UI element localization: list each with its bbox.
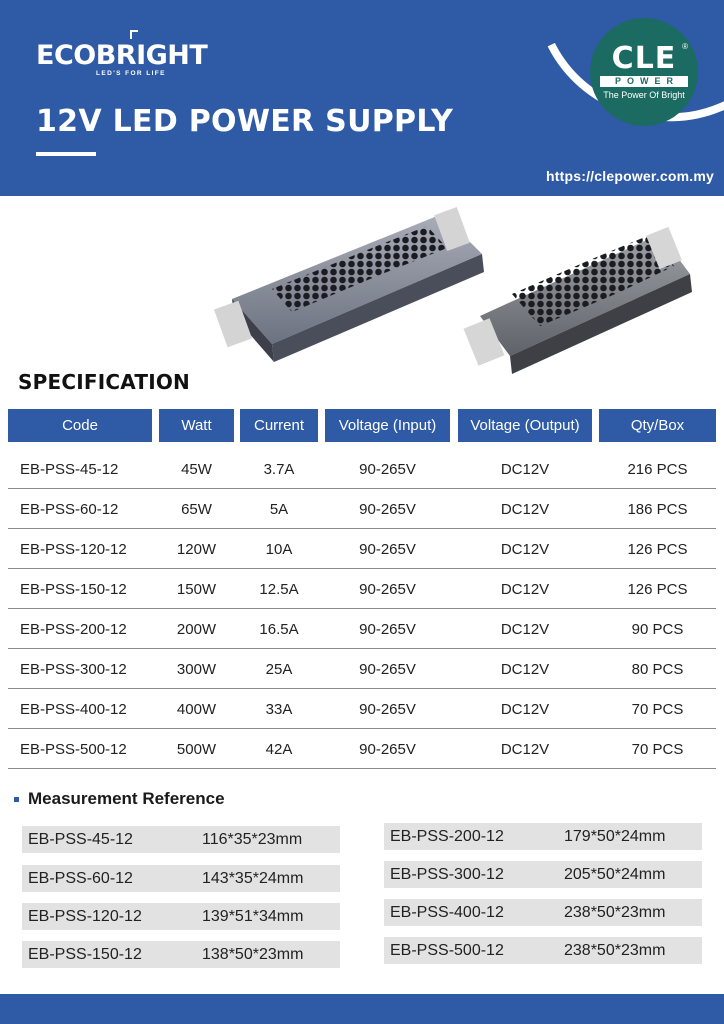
bullet-icon — [14, 797, 19, 802]
cell-code: EB-PSS-60-12 — [20, 500, 119, 518]
cell-voltage-input: 90-265V — [359, 700, 416, 718]
table-row — [8, 529, 716, 569]
cell-qty-box: 126 PCS — [627, 540, 688, 558]
table-header-row — [8, 409, 716, 442]
cell-voltage-input: 90-265V — [359, 580, 416, 598]
cle-power-logo — [590, 18, 698, 126]
cell-code: EB-PSS-200-12 — [20, 620, 127, 638]
table-row — [8, 649, 716, 689]
cell-code: EB-PSS-120-12 — [20, 540, 127, 558]
cell-current: 33A — [265, 700, 293, 718]
cell-watt: 150W — [176, 580, 217, 598]
cell-current: 10A — [265, 540, 293, 558]
header-watt: Watt — [159, 409, 234, 442]
cell-voltage-input: 90-265V — [359, 460, 416, 478]
measurement-row — [384, 861, 702, 888]
power-supply-right — [464, 227, 692, 374]
cell-watt: 300W — [176, 660, 217, 678]
cell-voltage-output: DC12V — [500, 700, 550, 718]
cell-qty-box: 70 PCS — [631, 700, 684, 718]
measurement-row — [22, 903, 340, 930]
table-row — [8, 729, 716, 769]
cell-qty-box: 126 PCS — [627, 580, 688, 598]
measurement-code: EB-PSS-60-12 — [28, 869, 133, 887]
cell-current: 16.5A — [259, 620, 299, 638]
brand-logo — [36, 40, 207, 77]
cell-voltage-output: DC12V — [500, 620, 550, 638]
title-underline — [36, 152, 96, 156]
header-voltage-input: Voltage (Input) — [325, 409, 450, 442]
cell-qty-box: 216 PCS — [627, 460, 688, 478]
cell-watt: 200W — [176, 620, 217, 638]
cell-voltage-output: DC12V — [500, 540, 550, 558]
cell-watt: 400W — [176, 700, 217, 718]
cell-qty-box: 70 PCS — [631, 740, 684, 758]
measurement-size: 116*35*23mm — [202, 830, 303, 848]
cell-voltage-input: 90-265V — [359, 500, 416, 518]
brand-tagline: LED'S FOR LIFE — [96, 70, 166, 77]
product-photo — [212, 204, 704, 374]
lamp-icon — [130, 30, 138, 39]
specification-table — [8, 409, 716, 769]
measurement-size: 205*50*24mm — [564, 865, 666, 883]
website-url[interactable]: https://clepower.com.my — [546, 168, 714, 184]
cell-voltage-output: DC12V — [500, 580, 550, 598]
table-row — [8, 689, 716, 729]
cell-current: 12.5A — [259, 580, 299, 598]
cell-code: EB-PSS-400-12 — [20, 700, 127, 718]
cell-qty-box: 186 PCS — [627, 500, 688, 518]
measurement-size: 238*50*23mm — [564, 903, 666, 921]
measurement-row — [22, 941, 340, 968]
cell-current: 5A — [269, 500, 289, 518]
brand-name: ECOBRIGHT — [36, 40, 207, 71]
header-banner — [0, 0, 724, 196]
measurement-code: EB-PSS-120-12 — [28, 907, 142, 925]
cell-voltage-output: DC12V — [500, 500, 550, 518]
measurement-row — [384, 899, 702, 926]
registered-mark: ® — [682, 42, 688, 51]
header-code: Code — [8, 409, 152, 442]
logo-slogan: The Power Of Bright — [603, 90, 685, 100]
cell-watt: 65W — [181, 500, 212, 518]
cell-code: EB-PSS-300-12 — [20, 660, 127, 678]
cell-qty-box: 80 PCS — [631, 660, 684, 678]
logo-mark: CLE — [611, 41, 677, 76]
page-title: 12V LED POWER SUPPLY — [36, 104, 454, 139]
cell-voltage-input: 90-265V — [359, 740, 416, 758]
measurement-code: EB-PSS-500-12 — [390, 941, 504, 959]
measurement-code: EB-PSS-300-12 — [390, 865, 504, 883]
cell-voltage-input: 90-265V — [359, 660, 416, 678]
cell-code: EB-PSS-45-12 — [20, 460, 119, 478]
measurement-row — [384, 937, 702, 964]
measurement-size: 143*35*24mm — [202, 869, 304, 887]
measurement-code: EB-PSS-150-12 — [28, 945, 142, 963]
measurement-row — [384, 823, 702, 850]
cell-current: 3.7A — [263, 460, 295, 478]
measurement-size: 238*50*23mm — [564, 941, 666, 959]
cell-code: EB-PSS-500-12 — [20, 740, 127, 758]
specification-heading: SPECIFICATION — [18, 370, 190, 394]
table-row — [8, 489, 716, 529]
cell-qty-box: 90 PCS — [631, 620, 684, 638]
measurement-size: 138*50*23mm — [202, 945, 304, 963]
cell-watt: 500W — [176, 740, 217, 758]
header-qty-box: Qty/Box — [599, 409, 716, 442]
cell-current: 42A — [265, 740, 293, 758]
cell-watt: 45W — [181, 460, 212, 478]
cell-voltage-output: DC12V — [500, 460, 550, 478]
measurement-code: EB-PSS-400-12 — [390, 903, 504, 921]
cell-voltage-output: DC12V — [500, 660, 550, 678]
measurement-code: EB-PSS-45-12 — [28, 830, 133, 848]
power-supply-left — [214, 207, 484, 362]
measurement-size: 139*51*34mm — [202, 907, 304, 925]
measurement-size: 179*50*24mm — [564, 827, 666, 845]
cell-voltage-output: DC12V — [500, 740, 550, 758]
cell-watt: 120W — [176, 540, 217, 558]
measurement-row — [22, 826, 340, 853]
header-voltage-output: Voltage (Output) — [458, 409, 592, 442]
cell-voltage-input: 90-265V — [359, 540, 416, 558]
logo-word: POWER — [600, 76, 688, 87]
measurement-heading: Measurement Reference — [14, 789, 225, 809]
header-current: Current — [240, 409, 318, 442]
table-row — [8, 569, 716, 609]
table-row — [8, 609, 716, 649]
cell-current: 25A — [265, 660, 293, 678]
table-row — [8, 449, 716, 489]
measurement-row — [22, 865, 340, 892]
measurement-code: EB-PSS-200-12 — [390, 827, 504, 845]
footer-bar — [0, 994, 724, 1024]
cell-code: EB-PSS-150-12 — [20, 580, 127, 598]
cell-voltage-input: 90-265V — [359, 620, 416, 638]
